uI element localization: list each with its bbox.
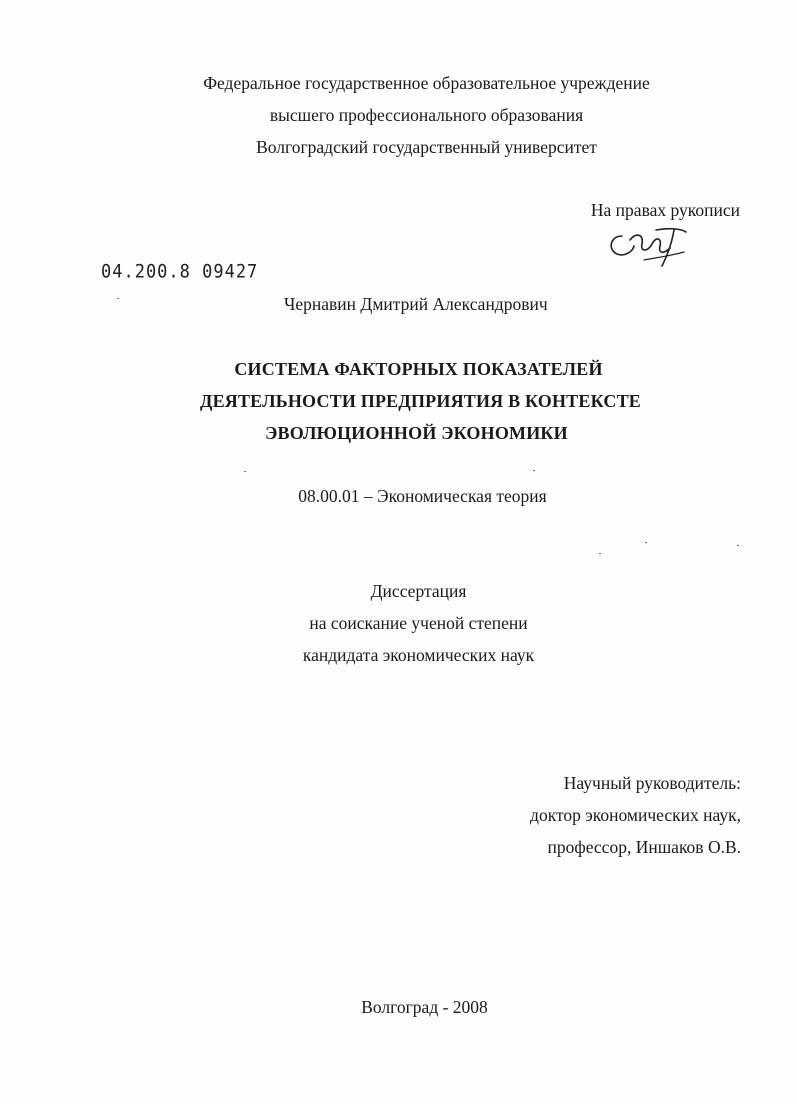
scan-speck — [533, 470, 535, 471]
title-line-3: ЭВОЛЮЦИОННОЙ ЭКОНОМИКИ — [265, 423, 568, 443]
institution-line-2: высшего профессионального образования — [269, 105, 584, 125]
supervisor-name: профессор, Иншаков О.В. — [547, 837, 741, 857]
scan-speck — [645, 542, 647, 543]
dissertation-line-3: кандидата экономических наук — [302, 645, 535, 665]
dissertation-line-2: на соискание ученой степени — [309, 613, 528, 633]
title-line-1: СИСТЕМА ФАКТОРНЫХ ПОКАЗАТЕЛЕЙ — [234, 359, 603, 379]
supervisor-label: Научный руководитель: — [563, 773, 741, 793]
scan-speck — [599, 553, 601, 554]
specialty-code: 08.00.01 – Экономическая теория — [298, 486, 547, 506]
scan-speck — [244, 471, 246, 472]
institution-line-3: Волгоградский государственный университет — [256, 137, 597, 157]
manuscript-note: На правах рукописи — [590, 200, 740, 220]
signature-icon — [604, 222, 690, 268]
title-line-2: ДЕЯТЕЛЬНОСТИ ПРЕДПРИЯТИЯ В КОНТЕКСТЕ — [199, 391, 642, 411]
author-name: Чернавин Дмитрий Александрович — [284, 294, 548, 314]
supervisor-degree: доктор экономических наук, — [530, 805, 741, 825]
institution-line-1: Федеральное государственное образовательное учреждение — [203, 73, 650, 93]
registration-number: 04.200.8 09427 — [101, 261, 259, 283]
scan-speck — [737, 545, 739, 546]
city-year: Волгоград - 2008 — [361, 997, 488, 1017]
scan-speck — [117, 298, 119, 299]
dissertation-line-1: Диссертация — [370, 581, 467, 601]
